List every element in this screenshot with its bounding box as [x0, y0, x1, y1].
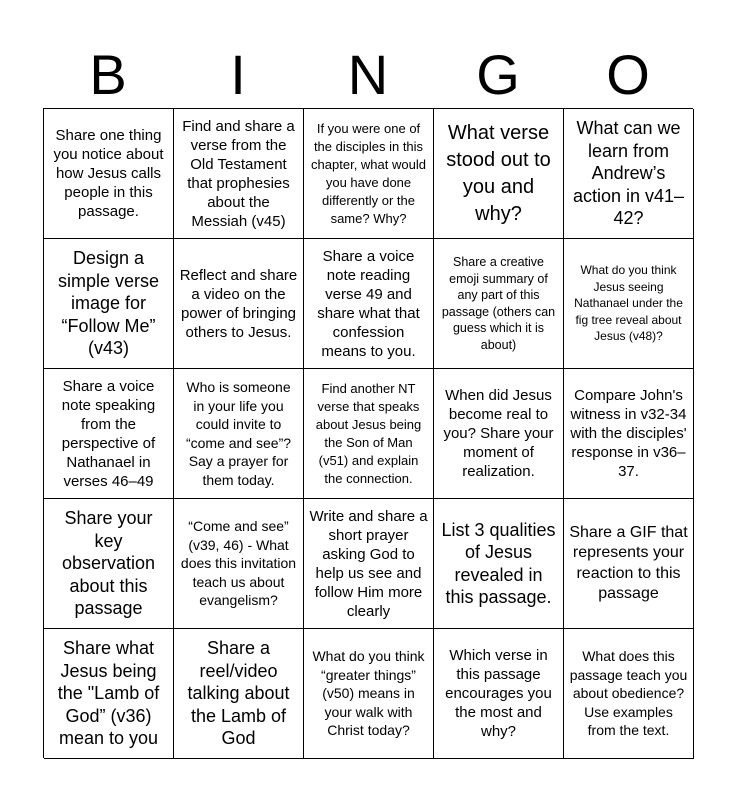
bingo-cell-r3c3[interactable]: [304, 369, 434, 499]
bingo-cell-r2c5[interactable]: [564, 239, 694, 369]
bingo-cell-r3c1[interactable]: [44, 369, 174, 499]
cell-text: Design a simple verse image for “Follow Me” (v43): [57, 248, 160, 359]
bingo-cell-r2c4[interactable]: [434, 239, 564, 369]
bingo-cell-r4c1[interactable]: [44, 499, 174, 629]
bingo-cell-r4c4[interactable]: [434, 499, 564, 629]
bingo-cell-r1c1[interactable]: [44, 109, 174, 239]
cell-text: Write and share a short prayer asking God to help us see and follow Him more clearly: [309, 507, 428, 620]
cell-text: Find another NT verse that speaks about Jesus being the Son of Man (v51) and explain the connection.: [315, 380, 422, 486]
bingo-cell-r1c3[interactable]: [304, 109, 434, 239]
header-letter-n: N: [347, 43, 389, 106]
cell-text: Share what Jesus being the "Lamb of God” (v36) mean to you: [57, 638, 160, 749]
cell-text: Compare John's witness in v32-34 with the disciples' response in v36–37.: [570, 387, 687, 480]
cell-text: Reflect and share a video on the power of bringing others to Jesus.: [179, 266, 298, 341]
cell-text: List 3 qualities of Jesus revealed in this passage.: [441, 519, 556, 607]
bingo-cell-r4c3[interactable]: [304, 499, 434, 629]
cell-text: Which verse in this passage encourages you the most and why?: [445, 647, 552, 740]
cell-text: Share a reel/video talking about the Lamb of God: [187, 638, 290, 749]
bingo-cell-r5c2[interactable]: [174, 629, 304, 759]
bingo-cell-r2c2[interactable]: [174, 239, 304, 369]
bingo-header: [43, 42, 693, 108]
cell-text: When did Jesus become real to you? Share your moment of realization.: [443, 387, 554, 480]
bingo-cell-r2c1[interactable]: [44, 239, 174, 369]
bingo-cell-r5c4[interactable]: [434, 629, 564, 759]
cell-text: Share a creative emoji summary of any part of this passage (others can guess which it is about): [441, 255, 556, 352]
cell-text: “Come and see” (v39, 46) - What does this invitation teach us about evangelism?: [180, 518, 297, 609]
cell-text: Find and share a verse from the Old Testament that prophesies about the Messiah (v45): [182, 117, 295, 230]
header-letter-i: I: [230, 43, 246, 106]
cell-text: What does this passage teach you about obedience? Use examples from the text.: [569, 648, 688, 739]
cell-text: What do you think Jesus seeing Nathanael under the fig tree reveal about Jesus (v48)?: [574, 263, 683, 344]
bingo-cell-r5c1[interactable]: [44, 629, 174, 759]
bingo-cell-r4c2[interactable]: [174, 499, 304, 629]
bingo-cell-r5c3[interactable]: [304, 629, 434, 759]
cell-text: If you were one of the disciples in this chapter, what would you have done differently or the same? Why?: [311, 120, 426, 226]
cell-text: Share a voice note speaking from the perspective of Nathanael in verses 46–49: [61, 377, 156, 490]
bingo-cell-r1c4[interactable]: [434, 109, 564, 239]
bingo-cell-r4c5[interactable]: [564, 499, 694, 629]
bingo-cell-r1c5[interactable]: [564, 109, 694, 239]
cell-text: Share your key observation about this passage: [61, 508, 156, 619]
bingo-cell-r2c3[interactable]: [304, 239, 434, 369]
bingo-grid: [43, 108, 693, 758]
bingo-cell-r3c5[interactable]: [564, 369, 694, 499]
cell-text: Share a GIF that represents your reaction to this passage: [569, 523, 688, 602]
bingo-cell-r5c5[interactable]: [564, 629, 694, 759]
header-letter-o: O: [606, 43, 650, 106]
cell-text: Share one thing you notice about how Jesus calls people in this passage.: [53, 127, 164, 220]
cell-text: Share a voice note reading verse 49 and share what that confession means to you.: [317, 247, 420, 360]
cell-text: What verse stood out to you and why?: [446, 121, 551, 225]
cell-text: What do you think “greater things” (v50) means in your walk with Christ today?: [312, 648, 425, 739]
header-letter-b: B: [89, 43, 127, 106]
cell-text: Who is someone in your life you could invite to “come and see”? Say a prayer for them today.: [185, 379, 292, 488]
header-letter-g: G: [476, 43, 520, 106]
cell-text: What can we learn from Andrew’s action in v41–42?: [572, 118, 685, 229]
bingo-cell-r3c2[interactable]: [174, 369, 304, 499]
bingo-cell-r3c4[interactable]: [434, 369, 564, 499]
bingo-cell-r1c2[interactable]: [174, 109, 304, 239]
